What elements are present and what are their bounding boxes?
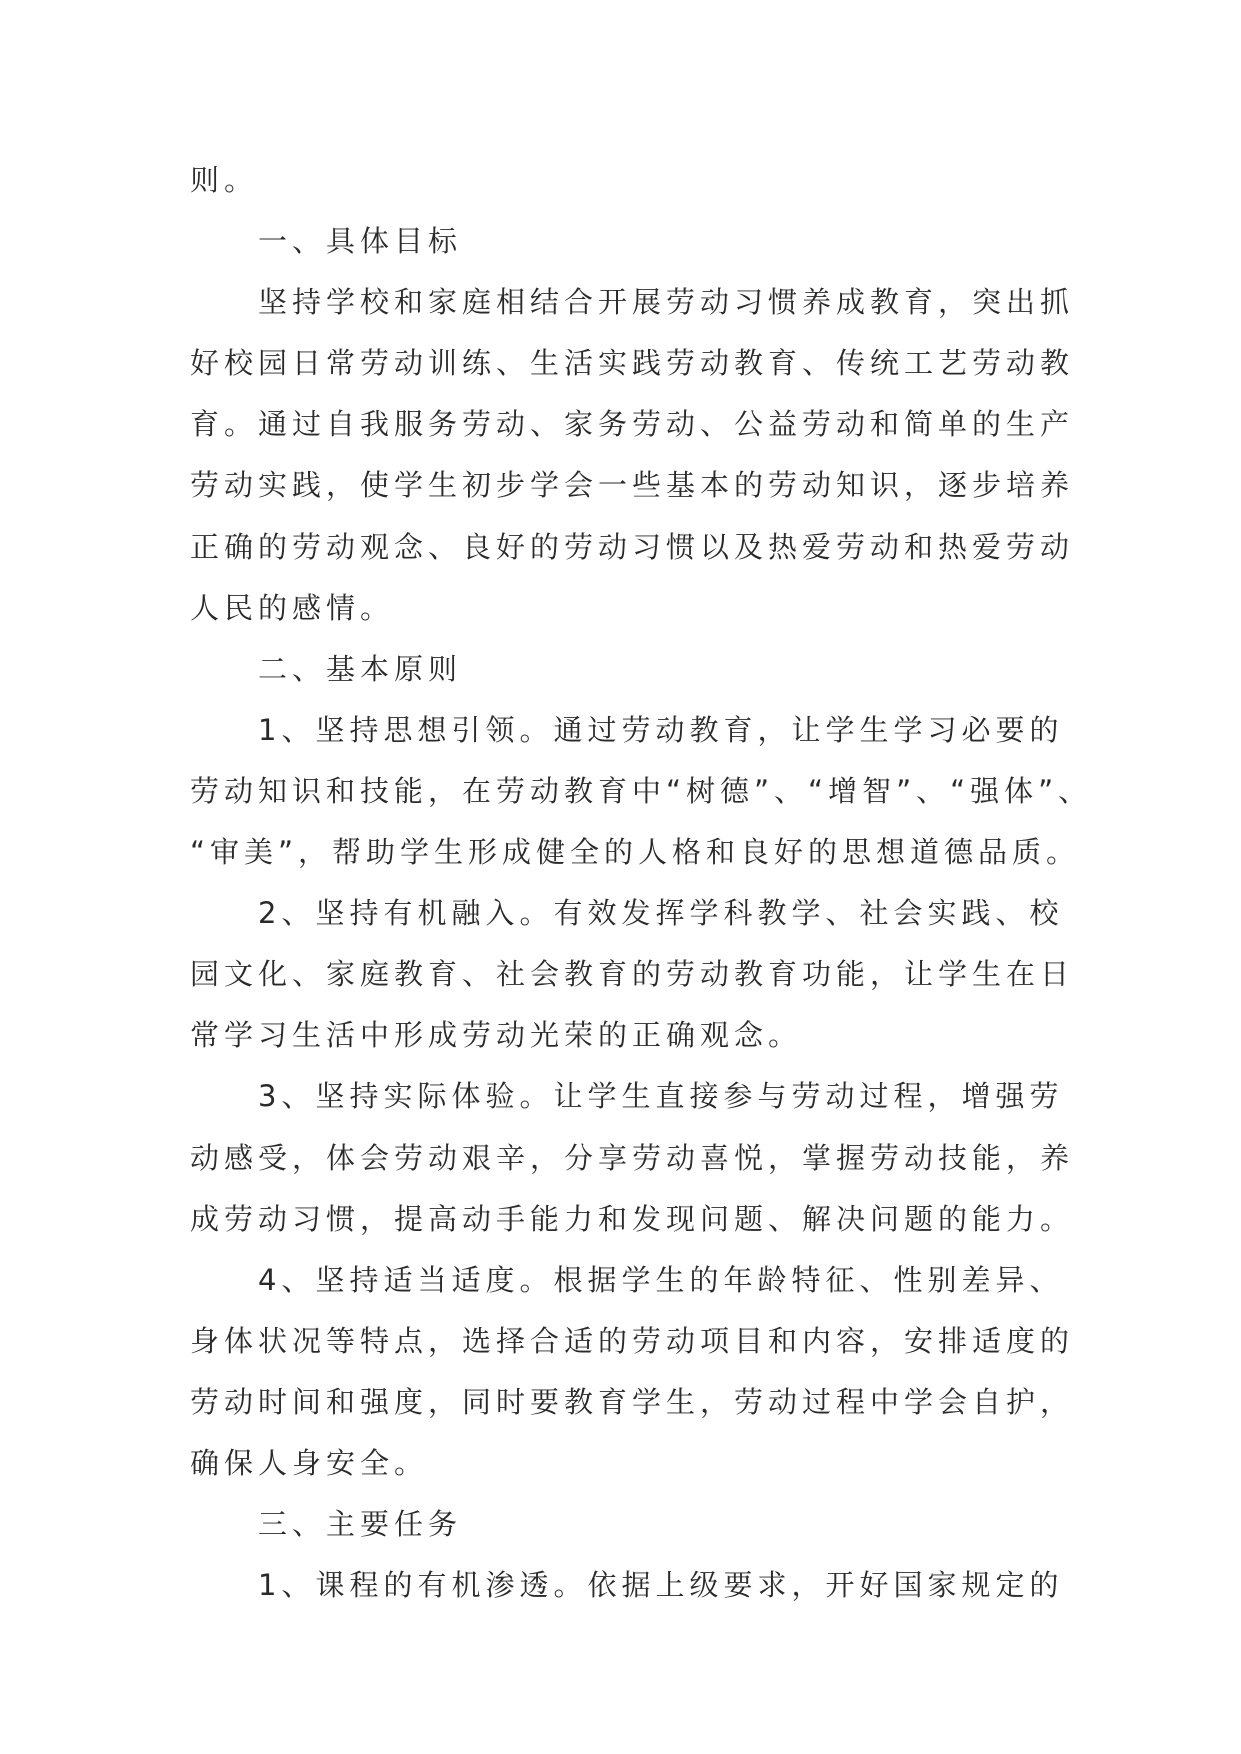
text-line: 身体状况等特点，选择合适的劳动项目和内容，安排适度的 [190, 1323, 1075, 1358]
text-line: “审美”，帮助学生形成健全的人格和良好的思想道德品质。 [190, 835, 1081, 870]
text-line: 劳动实践，使学生初步学会一些基本的劳动知识，逐步培养 [190, 468, 1075, 503]
text-line: 成劳动习惯，提高动手能力和发现问题、解决问题的能力。 [190, 1201, 1075, 1236]
text-line: 4、坚持适当适度。根据学生的年龄特征、性别差异、 [258, 1262, 1064, 1297]
text-line: 园文化、家庭教育、社会教育的劳动教育功能，让学生在日 [190, 957, 1075, 992]
text-line: 人民的感情。 [190, 590, 395, 625]
text-line: 1、课程的有机渗透。依据上级要求，开好国家规定的 [258, 1568, 1064, 1603]
text-line: 坚持学校和家庭相结合开展劳动习惯养成教育，突出抓 [258, 285, 1075, 320]
text-line: 1、坚持思想引领。通过劳动教育，让学生学习必要的 [258, 712, 1064, 747]
text-line: 3、坚持实际体验。让学生直接参与劳动过程，增强劳 [258, 1079, 1064, 1114]
text-line: 劳动知识和技能，在劳动教育中“树德”、“增智”、“强体”、 [190, 773, 1093, 808]
text-line: 2、坚持有机融入。有效发挥学科教学、社会实践、校 [258, 896, 1064, 931]
text-line: 则。 [190, 163, 259, 197]
section-heading-principles: 二、基本原则 [258, 651, 463, 686]
text-line: 劳动时间和强度，同时要教育学生，劳动过程中学会自护， [190, 1384, 1075, 1419]
section-heading-tasks: 三、主要任务 [258, 1507, 463, 1542]
text-line: 动感受，体会劳动艰辛，分享劳动喜悦，掌握劳动技能，养 [190, 1140, 1075, 1175]
text-line: 正确的劳动观念、良好的劳动习惯以及热爱劳动和热爱劳动 [190, 529, 1075, 564]
section-heading-goals: 一、具体目标 [258, 224, 463, 259]
text-line: 育。通过自我服务劳动、家务劳动、公益劳动和简单的生产 [190, 407, 1075, 442]
text-line: 好校园日常劳动训练、生活实践劳动教育、传统工艺劳动教 [190, 346, 1075, 381]
text-line: 常学习生活中形成劳动光荣的正确观念。 [190, 1018, 803, 1053]
text-line: 确保人身安全。 [190, 1445, 429, 1480]
document-body [190, 150, 1093, 1616]
